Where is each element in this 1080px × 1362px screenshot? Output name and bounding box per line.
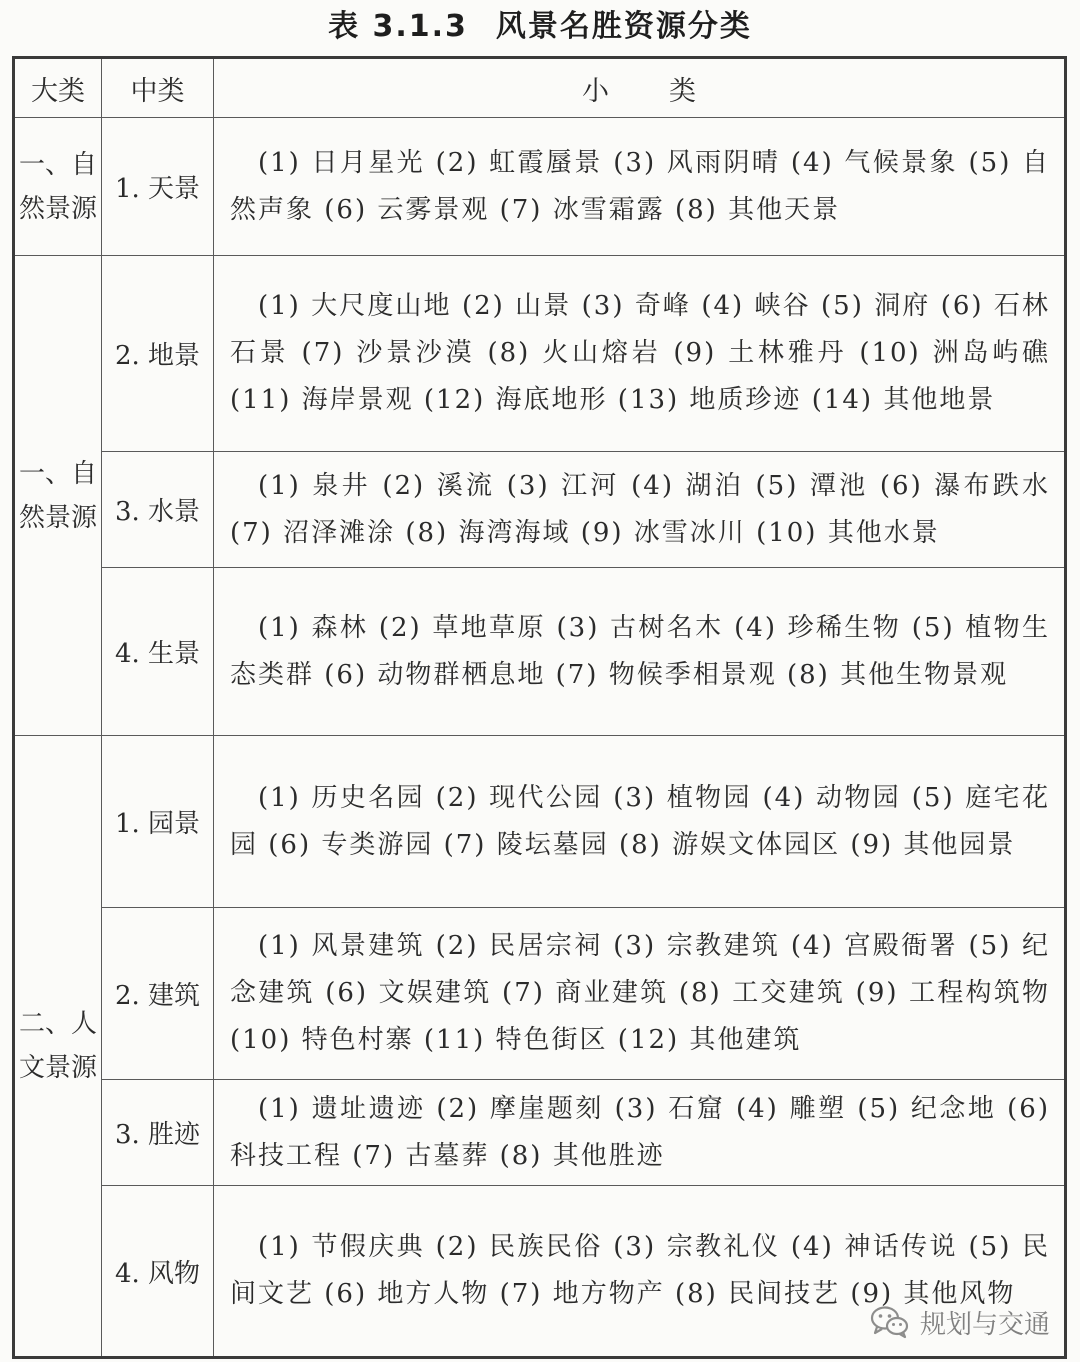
- table-number: 表 3.1.3: [328, 9, 468, 44]
- mid-category: 2. 地景: [102, 256, 214, 452]
- header-row: [14, 58, 1066, 118]
- subcategories: [214, 908, 1066, 1080]
- wechat-icon: [870, 1305, 910, 1339]
- subcategories: [214, 118, 1066, 256]
- table-row: [14, 256, 1066, 452]
- watermark: [870, 1302, 1050, 1342]
- mid-category: 2. 建筑: [102, 908, 214, 1080]
- subcategory-text: (1) 泉井 (2) 溪流 (3) 江河 (4) 湖泊 (5) 潭池 (6) 瀑布跌水 (7) 沼泽滩涂 (8) 海湾海域 (9) 冰雪冰川 (10) 其他水景: [230, 470, 1050, 548]
- mid-category: 4. 风物: [102, 1186, 214, 1358]
- major-category: 一、自然景源: [14, 256, 102, 736]
- header-mid: 中类: [102, 58, 214, 118]
- subcategories: [214, 452, 1066, 568]
- subcategory-text: (1) 遗址遗迹 (2) 摩崖题刻 (3) 石窟 (4) 雕塑 (5) 纪念地 (6) 科技工程 (7) 古墓葬 (8) 其他胜迹: [230, 1093, 1050, 1171]
- subcategories: [214, 736, 1066, 908]
- major-category: 一、自然景源: [14, 118, 102, 256]
- table-row: [14, 908, 1066, 1080]
- mid-category: 4. 生景: [102, 568, 214, 736]
- subcategory-text: (1) 风景建筑 (2) 民居宗祠 (3) 宗教建筑 (4) 宫殿衙署 (5) 纪念建筑 (6) 文娱建筑 (7) 商业建筑 (8) 工交建筑 (9) 工程构筑物 (10) 特色村寨 (11) 特色街区 (12) 其他建筑: [230, 931, 1050, 1055]
- subcategory-text: (1) 日月星光 (2) 虹霞蜃景 (3) 风雨阴晴 (4) 气候景象 (5) 自然声象 (6) 云雾景观 (7) 冰雪霜露 (8) 其他天景: [230, 147, 1050, 225]
- major-category: 二、人文景源: [14, 736, 102, 1358]
- mid-category: 1. 天景: [102, 118, 214, 256]
- table-row: [14, 568, 1066, 736]
- table-row: [14, 118, 1066, 256]
- watermark-text: 规划与交通: [919, 1309, 1050, 1340]
- table-row: [14, 452, 1066, 568]
- subcategory-text: (1) 历史名园 (2) 现代公园 (3) 植物园 (4) 动物园 (5) 庭宅花园 (6) 专类游园 (7) 陵坛墓园 (8) 游娱文体园区 (9) 其他园景: [230, 782, 1050, 860]
- subcategory-text: (1) 节假庆典 (2) 民族民俗 (3) 宗教礼仪 (4) 神话传说 (5) 民间文艺 (6) 地方人物 (7) 地方物产 (8) 民间技艺 (9) 其他风物: [230, 1232, 1050, 1309]
- subcategory-text: (1) 大尺度山地 (2) 山景 (3) 奇峰 (4) 峡谷 (5) 洞府 (6) 石林石景 (7) 沙景沙漠 (8) 火山熔岩 (9) 土林雅丹 (10) 洲岛屿礁 (11) 海岸景观 (12) 海底地形 (13) 地质珍迹 (14) 其他地景: [230, 291, 1050, 415]
- mid-category: 3. 胜迹: [102, 1080, 214, 1186]
- table-caption: 风景名胜资源分类: [495, 9, 752, 44]
- table-row: [14, 736, 1066, 908]
- subcategories: [214, 568, 1066, 736]
- subcategories: [214, 1080, 1066, 1186]
- header-small: 小类: [214, 58, 1066, 118]
- table-title: [0, 2, 1080, 52]
- table-row: [14, 1080, 1066, 1186]
- mid-category: 1. 园景: [102, 736, 214, 908]
- classification-table: [12, 56, 1067, 1359]
- subcategory-text: (1) 森林 (2) 草地草原 (3) 古树名木 (4) 珍稀生物 (5) 植物生态类群 (6) 动物群栖息地 (7) 物候季相景观 (8) 其他生物景观: [230, 612, 1050, 690]
- mid-category: 3. 水景: [102, 452, 214, 568]
- subcategories: [214, 256, 1066, 452]
- header-major: 大类: [14, 58, 102, 118]
